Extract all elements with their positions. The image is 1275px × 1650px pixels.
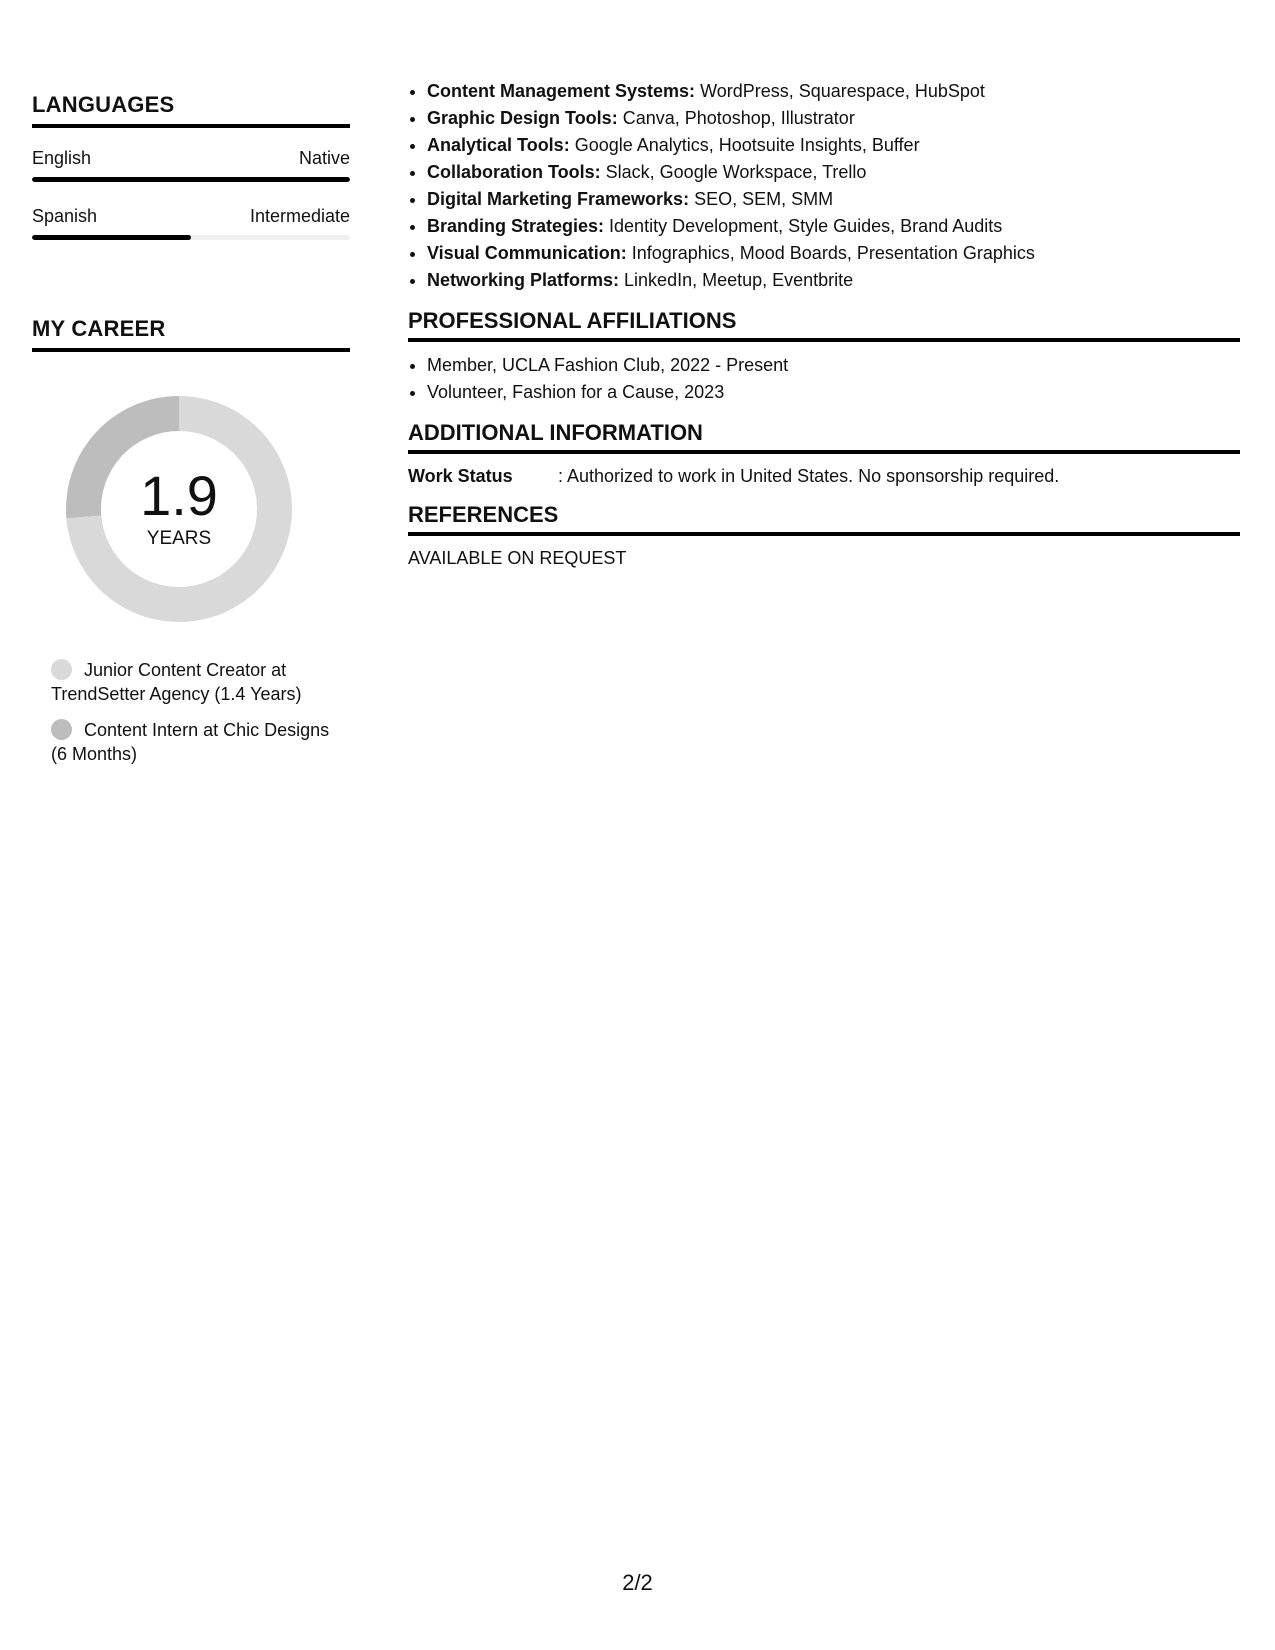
- references-section: [408, 502, 1240, 569]
- affiliation-item: • Volunteer, Fashion for a Cause, 2023: [427, 379, 1240, 406]
- skill-item: [427, 240, 1240, 267]
- language-item-spanish: [32, 206, 350, 240]
- languages-section: [32, 92, 350, 240]
- language-proficiency-bar: [32, 235, 350, 240]
- language-level: Intermediate: [249, 206, 350, 226]
- work-status-value: : Authorized to work in United States. No sponsorship required.: [558, 466, 1060, 486]
- affiliations-section: [408, 308, 1240, 406]
- skill-value: SEO, SEM, SMM: [689, 189, 834, 209]
- work-status-key: Work Status: [408, 466, 513, 486]
- skill-item: [427, 267, 1240, 294]
- skill-key: Branding Strategies:: [427, 216, 605, 236]
- skill-key: Analytical Tools:: [427, 135, 570, 155]
- career-legend-item: [51, 718, 341, 766]
- language-proficiency-bar: [32, 177, 350, 182]
- skill-item: [427, 78, 1240, 105]
- skill-key: Digital Marketing Frameworks:: [427, 189, 690, 209]
- affiliations-title: PROFESSIONAL AFFILIATIONS: [408, 308, 1240, 342]
- skill-item: [427, 159, 1240, 186]
- language-proficiency-fill: [32, 235, 191, 240]
- skill-key: Collaboration Tools:: [427, 162, 601, 182]
- references-title: REFERENCES: [408, 502, 1240, 536]
- legend-dot-icon: [51, 719, 72, 740]
- skill-item: [427, 213, 1240, 240]
- language-level: Native: [298, 148, 350, 168]
- work-status-row: [408, 464, 1240, 488]
- career-role-label: Junior Content Creator at TrendSetter Agency (1.4 Years): [51, 660, 302, 704]
- language-name: Spanish: [32, 206, 98, 226]
- career-role-label: Content Intern at Chic Designs (6 Months): [51, 720, 330, 764]
- skill-item: [427, 132, 1240, 159]
- skill-value: LinkedIn, Meetup, Eventbrite: [619, 270, 854, 290]
- skill-item: [427, 186, 1240, 213]
- additional-info-section: [408, 420, 1240, 488]
- career-section: [32, 316, 350, 766]
- language-item-english: [32, 148, 350, 182]
- additional-info-title: ADDITIONAL INFORMATION: [408, 420, 1240, 454]
- skill-item: [427, 105, 1240, 132]
- affiliations-list: [408, 352, 1240, 406]
- language-proficiency-fill: [32, 177, 350, 182]
- languages-title: LANGUAGES: [32, 92, 350, 128]
- skill-value: Identity Development, Style Guides, Brand Audits: [604, 216, 1003, 236]
- skill-key: Visual Communication:: [427, 243, 627, 263]
- career-legend-item: [51, 658, 341, 706]
- skill-value: Google Analytics, Hootsuite Insights, Buffer: [569, 135, 920, 155]
- language-name: English: [32, 148, 92, 168]
- career-total-unit: YEARS: [146, 528, 212, 549]
- skill-value: WordPress, Squarespace, HubSpot: [695, 81, 985, 101]
- skill-key: Networking Platforms:: [427, 270, 620, 290]
- skill-key: Content Management Systems:: [427, 81, 696, 101]
- career-total-value: 1.9: [140, 464, 218, 527]
- legend-dot-icon: [51, 659, 72, 680]
- right-column: [408, 78, 1240, 569]
- skill-value: Slack, Google Workspace, Trello: [600, 162, 867, 182]
- career-legend: [51, 658, 341, 766]
- career-donut-chart: [66, 396, 292, 622]
- skill-value: Infographics, Mood Boards, Presentation Graphics: [626, 243, 1035, 263]
- career-title: MY CAREER: [32, 316, 350, 352]
- skill-value: Canva, Photoshop, Illustrator: [617, 108, 855, 128]
- references-text: AVAILABLE ON REQUEST: [408, 548, 627, 568]
- left-column: [32, 92, 350, 778]
- donut-center: [66, 396, 292, 622]
- skill-key: Graphic Design Tools:: [427, 108, 618, 128]
- affiliation-item: • Member, UCLA Fashion Club, 2022 - Present: [427, 352, 1240, 379]
- skills-list: [408, 78, 1240, 294]
- page-number: 2/2: [622, 1570, 653, 1595]
